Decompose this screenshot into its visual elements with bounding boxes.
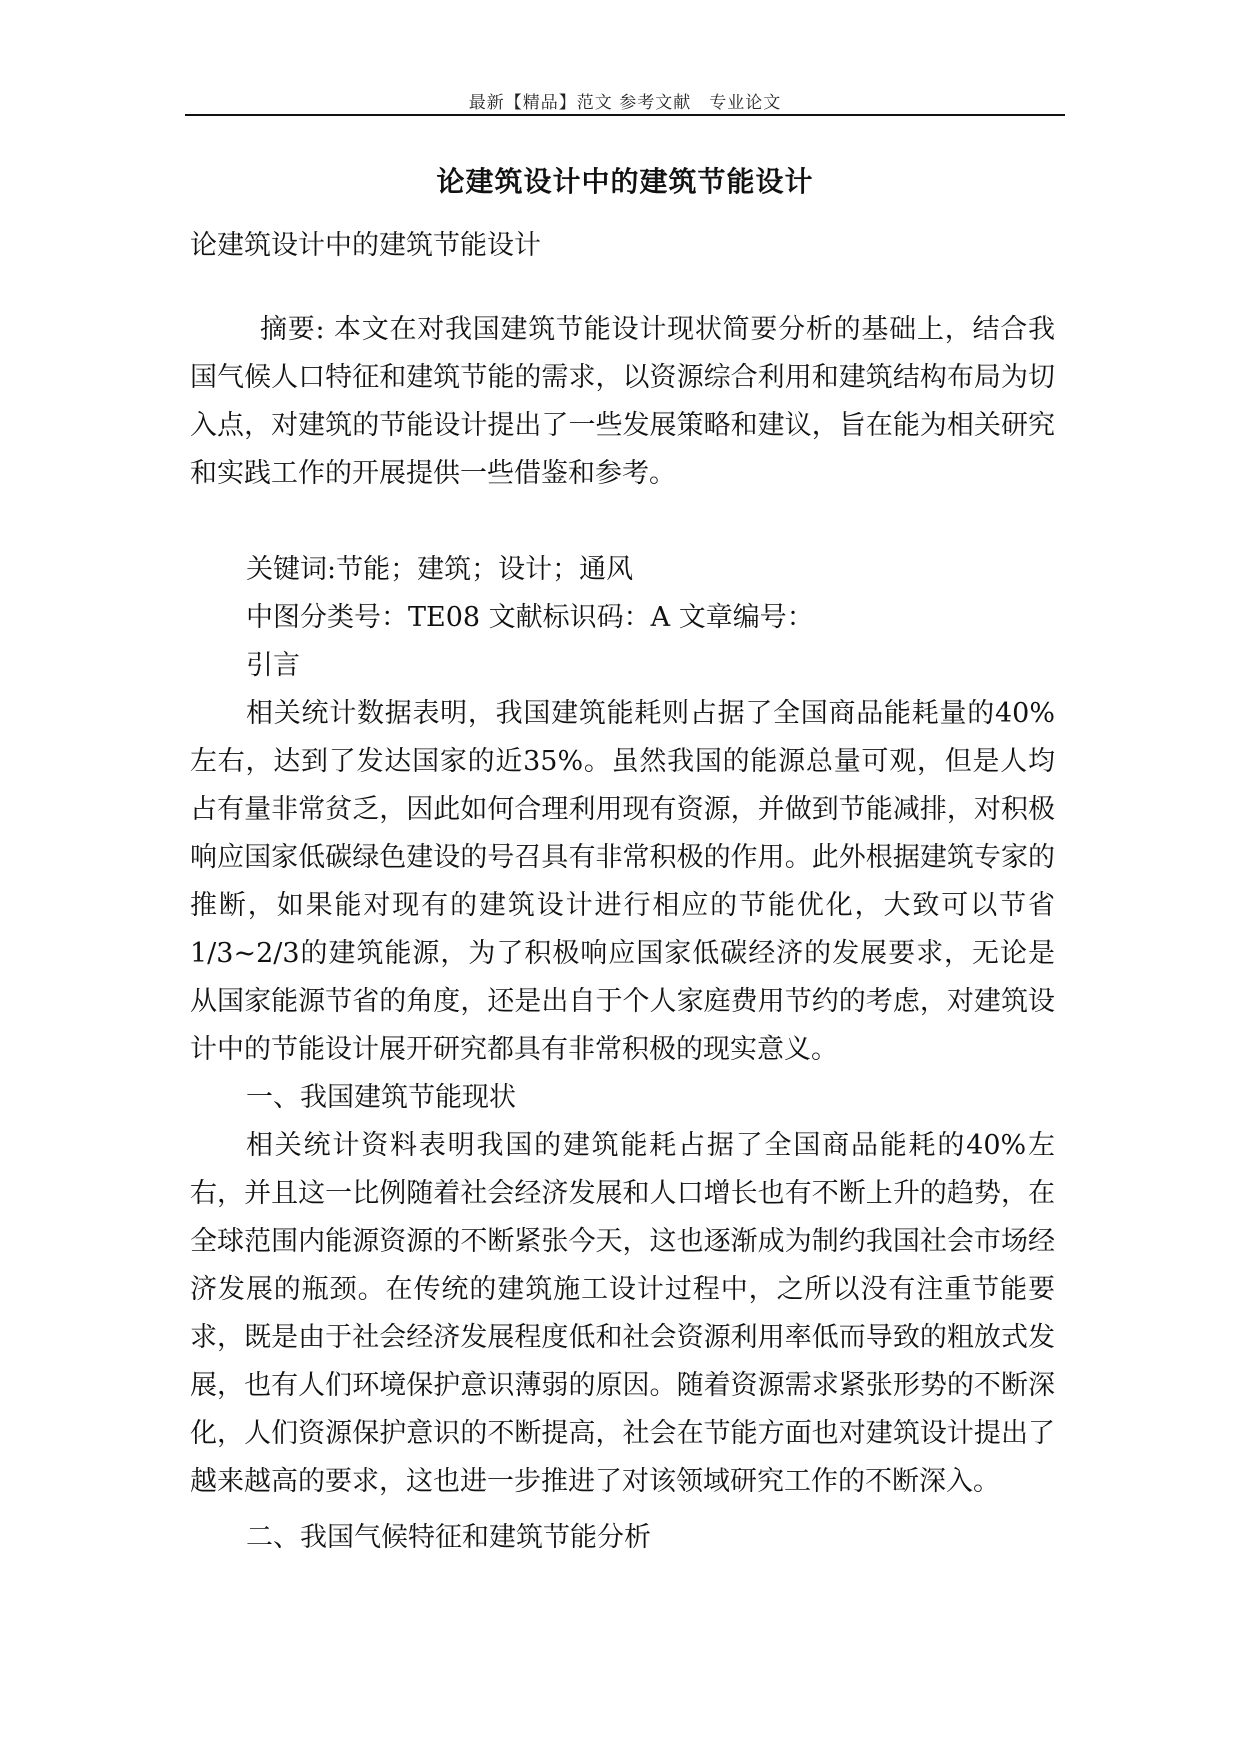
header-divider [185,114,1065,116]
running-header: 最新【精品】范文 参考文献 专业论文 [468,93,782,113]
abstract-paragraph: 摘要: 本文在对我国建筑节能设计现状简要分析的基础上，结合我国气候人口特征和建筑节能的需求，以资源综合利用和建筑结构布局为切入点，对建筑的节能设计提出了一些发展策略和建议，旨在能为相关研究和实践工作的开展提供一些借鉴和参考。 [190,314,1055,489]
document-body [190,222,1055,1562]
intro-heading: 引言 [246,650,300,681]
section1-heading: 一、我国建筑节能现状 [246,1082,516,1113]
keywords-line: 关键词:节能；建筑；设计；通风 [246,554,634,585]
section1-paragraph: 相关统计资料表明我国的建筑能耗占据了全国商品能耗的40%左右，并且这一比例随着社会经济发展和人口增长也有不断上升的趋势，在全球范围内能源资源的不断紧张今天，这也逐渐成为制约我国社会市场经济发展的瓶颈。在传统的建筑施工设计过程中，之所以没有注重节能要求，既是由于社会经济发展程度低和社会资源利用率低而导致的粗放式发展，也有人们环境保护意识薄弱的原因。随着资源需求紧张形势的不断深化，人们资源保护意识的不断提高，社会在节能方面也对建筑设计提出了越来越高的要求，这也进一步推进了对该领域研究工作的不断深入。 [190,1130,1055,1497]
intro-paragraph: 相关统计数据表明，我国建筑能耗则占据了全国商品能耗量的40%左右，达到了发达国家的近35%。虽然我国的能源总量可观，但是人均占有量非常贫乏，因此如何合理利用现有资源，并做到节能减排，对积极响应国家低碳绿色建设的号召具有非常积极的作用。此外根据建筑专家的推断，如果能对现有的建筑设计进行相应的节能优化，大致可以节省1/3~2/3的建筑能源，为了积极响应国家低碳经济的发展要求，无论是从国家能源节省的角度，还是出自于个人家庭费用节约的考虑，对建筑设计中的节能设计展开研究都具有非常积极的现实意义。 [190,698,1055,1065]
document-subtitle: 论建筑设计中的建筑节能设计 [190,230,541,261]
document-title: 论建筑设计中的建筑节能设计 [436,165,814,198]
section2-heading: 二、我国气候特征和建筑节能分析 [246,1522,651,1553]
classification-line: 中图分类号：TE08 文献标识码：A 文章编号： [246,602,814,633]
